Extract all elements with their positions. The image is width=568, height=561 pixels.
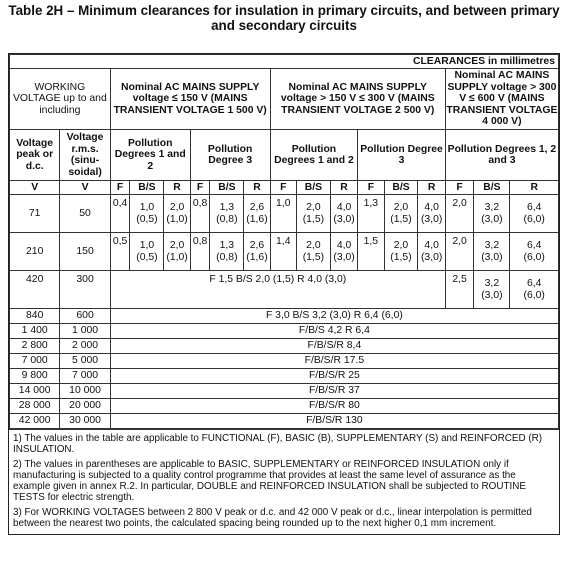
unit-v-rms: V (60, 181, 110, 195)
col-header-r: R (244, 181, 270, 195)
col-header-bs: B/S (210, 181, 244, 195)
voltage-peak-cell: 14 000 (10, 384, 60, 399)
clearance-cell: 4,0 (3,0) (418, 233, 445, 271)
voltage-rms-cell: 600 (60, 309, 110, 324)
clearance-table (9, 54, 559, 429)
voltage-peak-cell: 2 800 (10, 339, 60, 354)
mains-150v-header: Nominal AC MAINS SUPPLY voltage ≤ 150 V (MAINS TRANSIENT VOLTAGE 1 500 V) (110, 69, 270, 130)
clearance-cell: 2,0 (1,5) (384, 233, 418, 271)
clearance-cell: 4,0 (3,0) (330, 233, 357, 271)
clearance-cell: 6,4 (6,0) (510, 271, 559, 309)
col-header-bs: B/S (296, 181, 330, 195)
table-notes (9, 429, 559, 534)
clearance-cell: 4,0 (3,0) (330, 195, 357, 233)
voltage-rms-cell: 300 (60, 271, 110, 309)
clearance-cell: 1,0 (270, 195, 296, 233)
note-3: 3) For WORKING VOLTAGES between 2 800 V peak or d.c. and 42 000 V peak or d.c., linear interpolation is permitted between the nearest two points, the calculated spacing being rounded up to the next higher 0,1 mm increment. (13, 506, 532, 530)
clearance-span-cell: F/B/S/R 8,4 (110, 339, 558, 354)
col-header-r: R (418, 181, 445, 195)
clearance-cell: 1,3 (0,8) (210, 233, 244, 271)
clearance-table-frame (8, 53, 560, 535)
working-voltage-header: WORKING VOLTAGE up to and including (10, 69, 111, 130)
table-row (10, 324, 559, 339)
clearance-cell: 2,6 (1,6) (244, 233, 270, 271)
col-header-f: F (190, 181, 210, 195)
voltage-peak-cell: 28 000 (10, 399, 60, 414)
clearance-span-cell: F/B/S/R 17.5 (110, 354, 558, 369)
units-caption: CLEARANCES in millimetres (10, 55, 559, 69)
clearance-cell: 2,0 (1,0) (164, 195, 190, 233)
col-header-r: R (164, 181, 190, 195)
clearance-cell: 1,3 (358, 195, 384, 233)
clearance-span-cell: F/B/S/R 80 (110, 399, 558, 414)
table-row (10, 354, 559, 369)
voltage-peak-cell: 210 (10, 233, 60, 271)
clearance-span-cell: F/B/S 4,2 R 6,4 (110, 324, 558, 339)
pollution-3-header: Pollution Degree 3 (190, 130, 270, 181)
unit-v-peak: V (10, 181, 60, 195)
voltage-rms-cell: 20 000 (60, 399, 110, 414)
clearance-cell: 2,0 (1,5) (384, 195, 418, 233)
table-row (10, 384, 559, 399)
voltage-rms-cell: 10 000 (60, 384, 110, 399)
table-row (10, 233, 559, 271)
voltage-peak-cell: 840 (10, 309, 60, 324)
pollution-3-header: Pollution Degree 3 (358, 130, 446, 181)
voltage-rms-cell: 150 (60, 233, 110, 271)
col-header-r: R (510, 181, 559, 195)
clearance-cell: 0,4 (110, 195, 130, 233)
col-header-r: R (330, 181, 357, 195)
voltage-rms-cell: 7 000 (60, 369, 110, 384)
clearance-cell: 2,0 (445, 233, 473, 271)
clearance-cell: 2,0 (1,5) (296, 195, 330, 233)
voltage-rms-cell: 2 000 (60, 339, 110, 354)
col-header-f: F (270, 181, 296, 195)
clearance-cell: 3,2 (3,0) (474, 195, 510, 233)
clearance-cell: 3,2 (3,0) (474, 271, 510, 309)
voltage-peak-cell: 9 800 (10, 369, 60, 384)
col-header-bs: B/S (130, 181, 164, 195)
clearance-span-cell: F/B/S/R 130 (110, 414, 558, 429)
col-header-f: F (445, 181, 473, 195)
table-title (0, 0, 568, 38)
mains-600v-header: Nominal AC MAINS SUPPLY voltage > 300 V ≤ 600 V (MAINS TRANSIENT VOLTAGE 4 000 V) (445, 69, 558, 130)
voltage-peak-cell: 7 000 (10, 354, 60, 369)
voltage-rms-cell: 30 000 (60, 414, 110, 429)
col-header-f: F (358, 181, 384, 195)
table-row (10, 271, 559, 309)
col-header-bs: B/S (384, 181, 418, 195)
table-row (10, 414, 559, 429)
voltage-rms-cell: 50 (60, 195, 110, 233)
clearance-span-cell: F/B/S/R 25 (110, 369, 558, 384)
clearance-cell: 1,0 (0,5) (130, 233, 164, 271)
voltage-peak-cell: 42 000 (10, 414, 60, 429)
voltage-rms-header: Voltage r.m.s. (sinu-soidal) (60, 130, 110, 181)
clearance-cell: 2,0 (445, 195, 473, 233)
clearance-cell: 1,5 (358, 233, 384, 271)
clearance-cell: 2,5 (445, 271, 473, 309)
clearance-cell: 1,3 (0,8) (210, 195, 244, 233)
note-2: 2) The values in parentheses are applicable to BASIC, SUPPLEMENTARY or REINFORCED INSULATION only if manufacturing is subjected to a quality control programme that provides at least the same level of assurance as the example given in annex R.2. In particular, DOUBLE and REINFORCED INSULATION shall be subjected to ROUTINE TESTS for electric strength. (13, 458, 526, 504)
clearance-cell: 2,0 (1,5) (296, 233, 330, 271)
title-line-2: and secondary circuits (211, 18, 357, 33)
clearance-cell: 1,0 (0,5) (130, 195, 164, 233)
col-header-f: F (110, 181, 130, 195)
clearance-cell: 6,4 (6,0) (510, 233, 559, 271)
voltage-rms-cell: 1 000 (60, 324, 110, 339)
voltage-peak-cell: 1 400 (10, 324, 60, 339)
clearance-cell: 3,2 (3,0) (474, 233, 510, 271)
pollution-1-2-header: Pollution Degrees 1 and 2 (110, 130, 190, 181)
note-1: 1) The values in the table are applicable to FUNCTIONAL (F), BASIC (B), SUPPLEMENTARY (S) and REINFORCED (R) INSULATION. (13, 433, 543, 456)
voltage-peak-header: Voltage peak or d.c. (10, 130, 60, 181)
table-row (10, 339, 559, 354)
pollution-1-2-3-header: Pollution Degrees 1, 2 and 3 (445, 130, 558, 181)
clearance-cell: 0,8 (190, 233, 210, 271)
voltage-peak-cell: 71 (10, 195, 60, 233)
clearance-cell: 2,0 (1,0) (164, 233, 190, 271)
voltage-rms-cell: 5 000 (60, 354, 110, 369)
clearance-cell: 2,6 (1,6) (244, 195, 270, 233)
table-row (10, 309, 559, 324)
table-row (10, 369, 559, 384)
clearance-span-cell: F 1,5 B/S 2,0 (1,5) R 4,0 (3,0) (110, 271, 445, 309)
table-row (10, 399, 559, 414)
table-row (10, 195, 559, 233)
clearance-cell: 0,8 (190, 195, 210, 233)
clearance-cell: 1,4 (270, 233, 296, 271)
pollution-1-2-header: Pollution Degrees 1 and 2 (270, 130, 358, 181)
clearance-cell: 4,0 (3,0) (418, 195, 445, 233)
title-line-1: Table 2H – Minimum clearances for insulation in primary circuits, and between primary (8, 3, 560, 18)
clearance-cell: 0,5 (110, 233, 130, 271)
voltage-peak-cell: 420 (10, 271, 60, 309)
clearance-span-cell: F 3,0 B/S 3,2 (3,0) R 6,4 (6,0) (110, 309, 558, 324)
clearance-span-cell: F/B/S/R 37 (110, 384, 558, 399)
mains-300v-header: Nominal AC MAINS SUPPLY voltage > 150 V ≤ 300 V (MAINS TRANSIENT VOLTAGE 2 500 V) (270, 69, 445, 130)
clearance-cell: 6,4 (6,0) (510, 195, 559, 233)
col-header-bs: B/S (474, 181, 510, 195)
